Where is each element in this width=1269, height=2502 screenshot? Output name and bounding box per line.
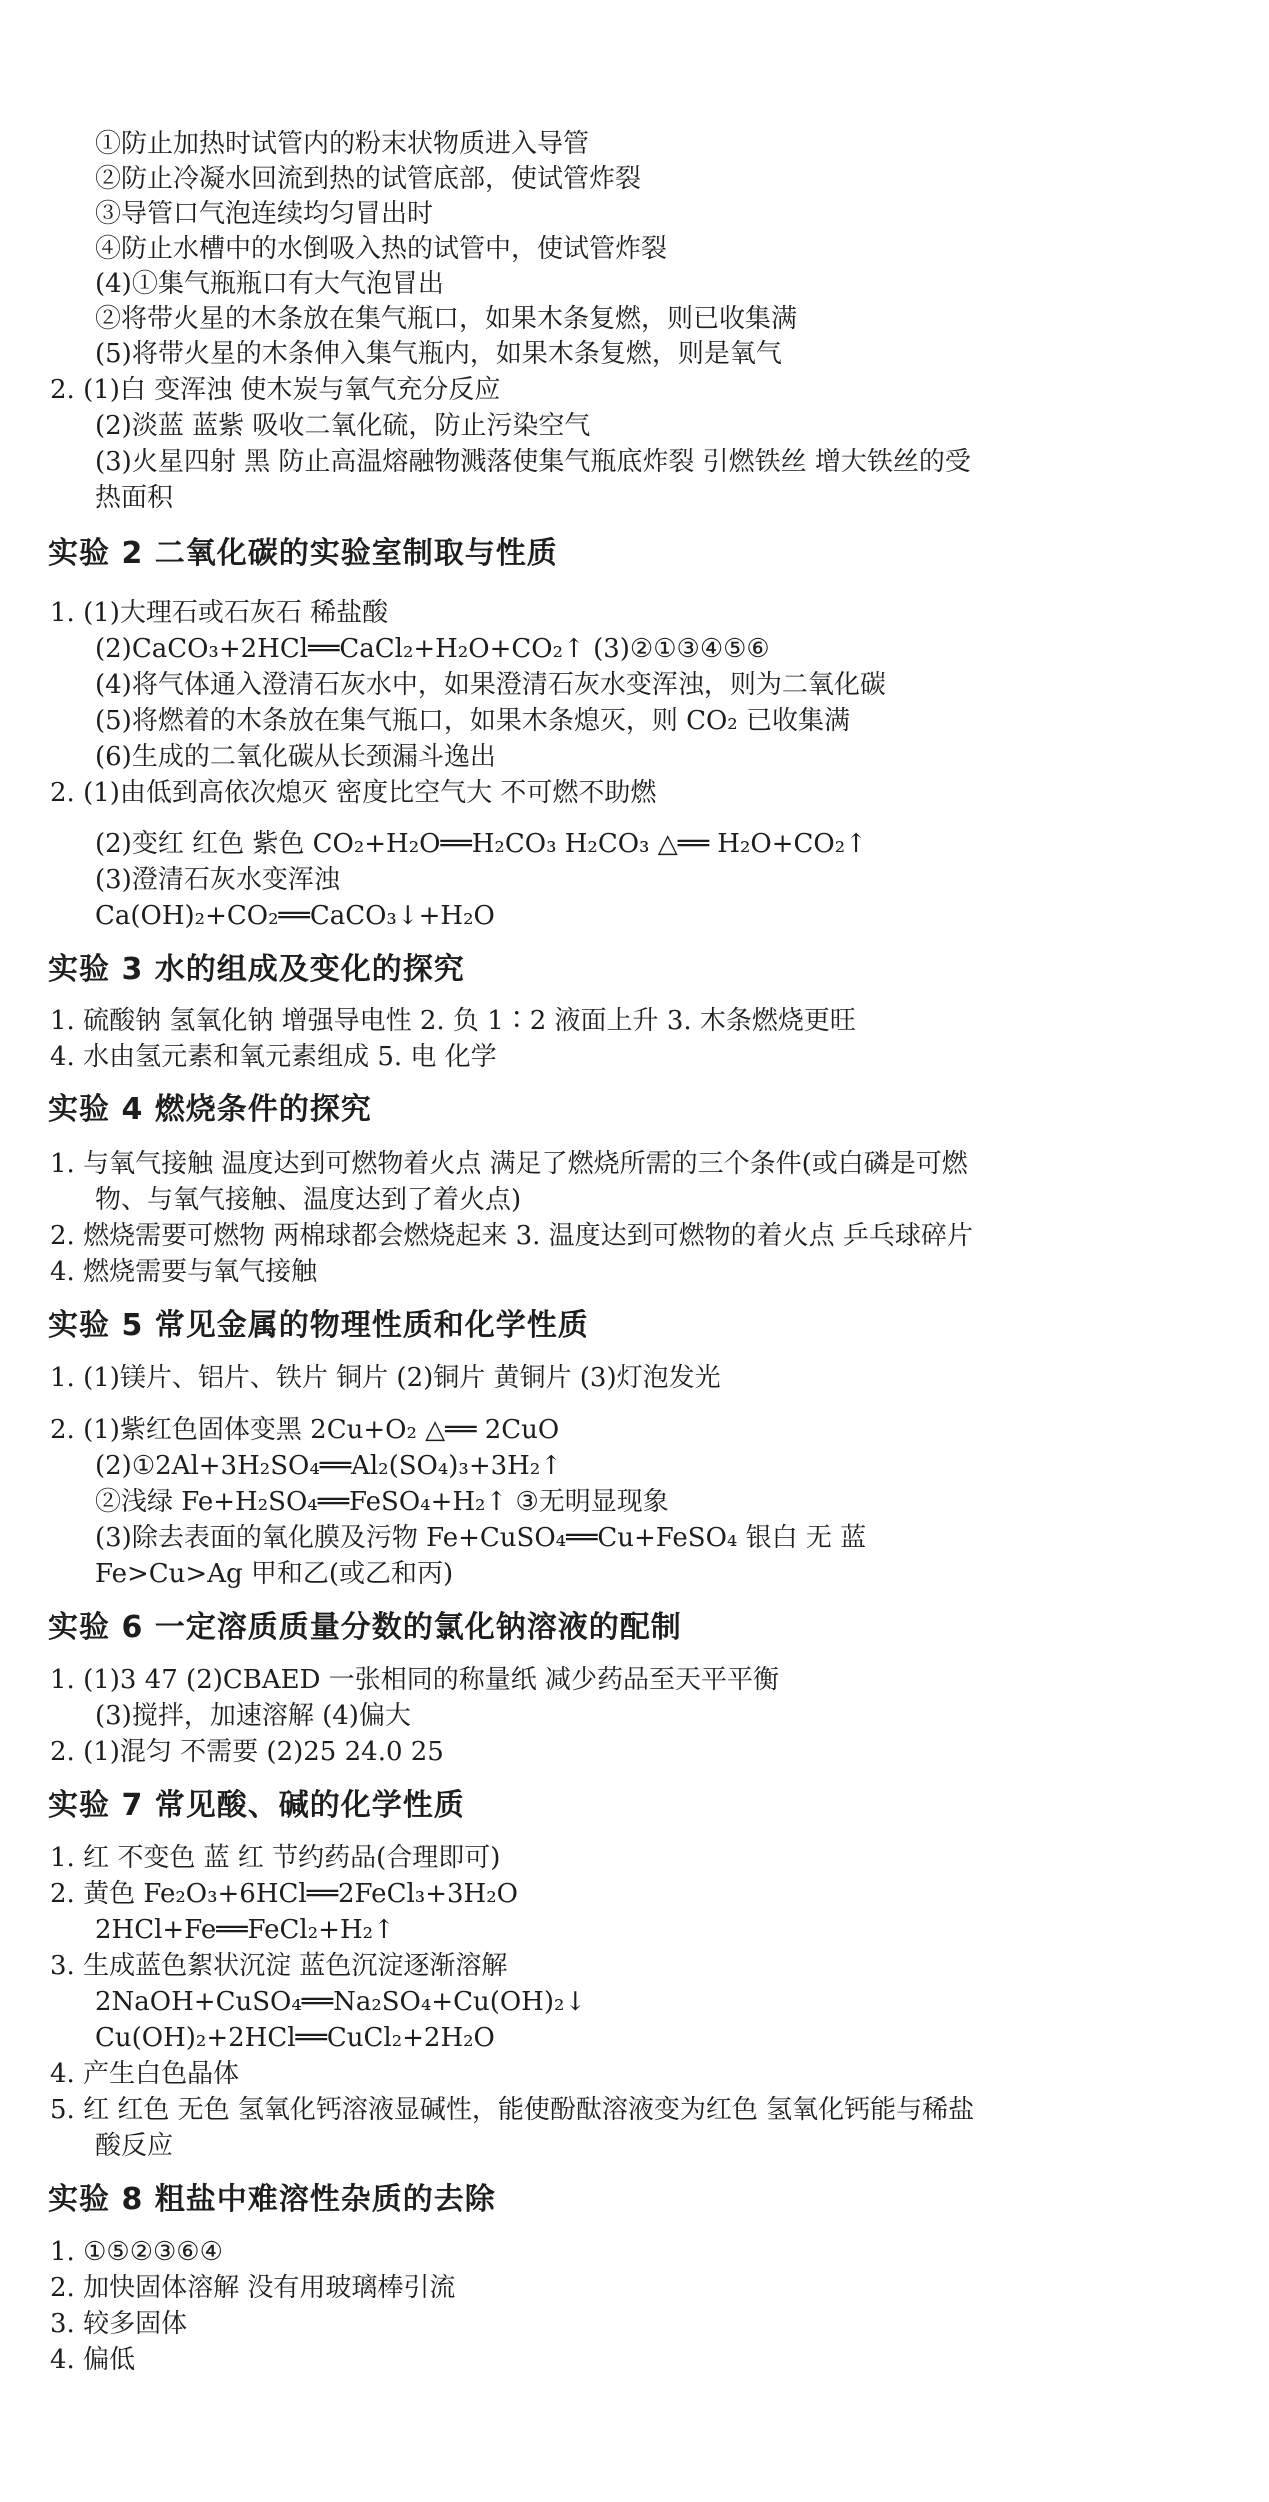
answer-line: 2. (1)白 变浑浊 使木炭与氧气充分反应 bbox=[50, 375, 501, 405]
answer-line: 4. 偏低 bbox=[50, 2345, 136, 2375]
answer-line: ④防止水槽中的水倒吸入热的试管中，使试管炸裂 bbox=[95, 234, 668, 264]
answer-line: Ca(OH)₂+CO₂══CaCO₃↓+H₂O bbox=[95, 901, 495, 931]
answer-line: (2)变红 红色 紫色 CO₂+H₂O══H₂CO₃ H₂CO₃ △══ H₂O+CO₂↑ bbox=[95, 829, 867, 859]
answer-line: (6)生成的二氧化碳从长颈漏斗逸出 bbox=[95, 742, 496, 772]
section-heading: 实验 3 水的组成及变化的探究 bbox=[48, 952, 465, 987]
answer-line: 1. 红 不变色 蓝 红 节约药品(合理即可) bbox=[50, 1843, 501, 1873]
answer-line: (3)澄清石灰水变浑浊 bbox=[95, 865, 340, 895]
answer-line: (3)搅拌，加速溶解 (4)偏大 bbox=[95, 1701, 411, 1731]
answer-line: 2NaOH+CuSO₄══Na₂SO₄+Cu(OH)₂↓ bbox=[95, 1987, 587, 2017]
answer-line: (2)CaCO₃+2HCl══CaCl₂+H₂O+CO₂↑ (3)②①③④⑤⑥ bbox=[95, 634, 770, 664]
answer-line: 2. (1)紫红色固体变黑 2Cu+O₂ △══ 2CuO bbox=[50, 1415, 560, 1445]
answer-line: Cu(OH)₂+2HCl══CuCl₂+2H₂O bbox=[95, 2023, 495, 2053]
answer-line: 热面积 bbox=[95, 483, 174, 513]
answer-line: (4)①集气瓶瓶口有大气泡冒出 bbox=[95, 269, 444, 299]
answer-line: 3. 生成蓝色絮状沉淀 蓝色沉淀逐渐溶解 bbox=[50, 1951, 508, 1981]
answer-line: (5)将燃着的木条放在集气瓶口，如果木条熄灭，则 CO₂ 已收集满 bbox=[95, 706, 850, 736]
answer-line: 物、与氧气接触、温度达到了着火点) bbox=[95, 1185, 522, 1215]
answer-line: ③导管口气泡连续均匀冒出时 bbox=[95, 199, 434, 229]
answer-line: ①防止加热时试管内的粉末状物质进入导管 bbox=[95, 129, 590, 159]
answer-line: 4. 燃烧需要与氧气接触 bbox=[50, 1257, 318, 1287]
answer-line: 2HCl+Fe══FeCl₂+H₂↑ bbox=[95, 1915, 395, 1945]
answer-line: (3)火星四射 黑 防止高温熔融物溅落使集气瓶底炸裂 引燃铁丝 增大铁丝的受 bbox=[95, 447, 971, 477]
answer-line: Fe>Cu>Ag 甲和乙(或乙和丙) bbox=[95, 1559, 454, 1589]
answer-line: ②浅绿 Fe+H₂SO₄══FeSO₄+H₂↑ ③无明显现象 bbox=[95, 1487, 669, 1517]
answer-line: 3. 较多固体 bbox=[50, 2309, 188, 2339]
section-heading: 实验 8 粗盐中难溶性杂质的去除 bbox=[48, 2182, 496, 2217]
answer-line: 酸反应 bbox=[95, 2131, 174, 2161]
answer-line: 1. (1)大理石或石灰石 稀盐酸 bbox=[50, 598, 389, 628]
section-heading: 实验 7 常见酸、碱的化学性质 bbox=[48, 1788, 465, 1823]
answer-line: 1. (1)3 47 (2)CBAED 一张相同的称量纸 减少药品至天平平衡 bbox=[50, 1665, 780, 1695]
answer-line: (5)将带火星的木条伸入集气瓶内，如果木条复燃，则是氧气 bbox=[95, 339, 782, 369]
answer-line: 1. ①⑤②③⑥④ bbox=[50, 2237, 223, 2267]
answer-line: (4)将气体通入澄清石灰水中，如果澄清石灰水变浑浊，则为二氧化碳 bbox=[95, 670, 886, 700]
answer-line: ②防止冷凝水回流到热的试管底部，使试管炸裂 bbox=[95, 164, 642, 194]
answer-line: ②将带火星的木条放在集气瓶口，如果木条复燃，则已收集满 bbox=[95, 304, 798, 334]
answer-line: 2. 黄色 Fe₂O₃+6HCl══2FeCl₃+3H₂O bbox=[50, 1879, 518, 1909]
answer-line: 5. 红 红色 无色 氢氧化钙溶液显碱性，能使酚酞溶液变为红色 氢氧化钙能与稀盐 bbox=[50, 2095, 975, 2125]
section-heading: 实验 5 常见金属的物理性质和化学性质 bbox=[48, 1308, 589, 1343]
answer-line: 2. (1)由低到高依次熄灭 密度比空气大 不可燃不助燃 bbox=[50, 778, 657, 808]
answer-line: 2. (1)混匀 不需要 (2)25 24.0 25 bbox=[50, 1737, 444, 1767]
section-heading: 实验 2 二氧化碳的实验室制取与性质 bbox=[48, 536, 558, 571]
answer-line: 4. 水由氢元素和氧元素组成 5. 电 化学 bbox=[50, 1042, 497, 1072]
section-heading: 实验 6 一定溶质质量分数的氯化钠溶液的配制 bbox=[48, 1610, 682, 1645]
answer-line: 1. (1)镁片、铝片、铁片 铜片 (2)铜片 黄铜片 (3)灯泡发光 bbox=[50, 1363, 721, 1393]
answer-line: (2)淡蓝 蓝紫 吸收二氧化硫，防止污染空气 bbox=[95, 411, 591, 441]
answer-line: 4. 产生白色晶体 bbox=[50, 2059, 240, 2089]
answer-line: 2. 燃烧需要可燃物 两棉球都会燃烧起来 3. 温度达到可燃物的着火点 乒乓球碎片 bbox=[50, 1221, 973, 1251]
answer-line: 1. 与氧气接触 温度达到可燃物着火点 满足了燃烧所需的三个条件(或白磷是可燃 bbox=[50, 1149, 968, 1179]
answer-line: (2)①2Al+3H₂SO₄══Al₂(SO₄)₃+3H₂↑ bbox=[95, 1451, 563, 1481]
section-heading: 实验 4 燃烧条件的探究 bbox=[48, 1092, 372, 1127]
answer-line: (3)除去表面的氧化膜及污物 Fe+CuSO₄══Cu+FeSO₄ 银白 无 蓝 bbox=[95, 1523, 867, 1553]
answer-line: 2. 加快固体溶解 没有用玻璃棒引流 bbox=[50, 2273, 456, 2303]
answer-line: 1. 硫酸钠 氢氧化钠 增强导电性 2. 负 1∶2 液面上升 3. 木条燃烧更旺 bbox=[50, 1006, 856, 1036]
